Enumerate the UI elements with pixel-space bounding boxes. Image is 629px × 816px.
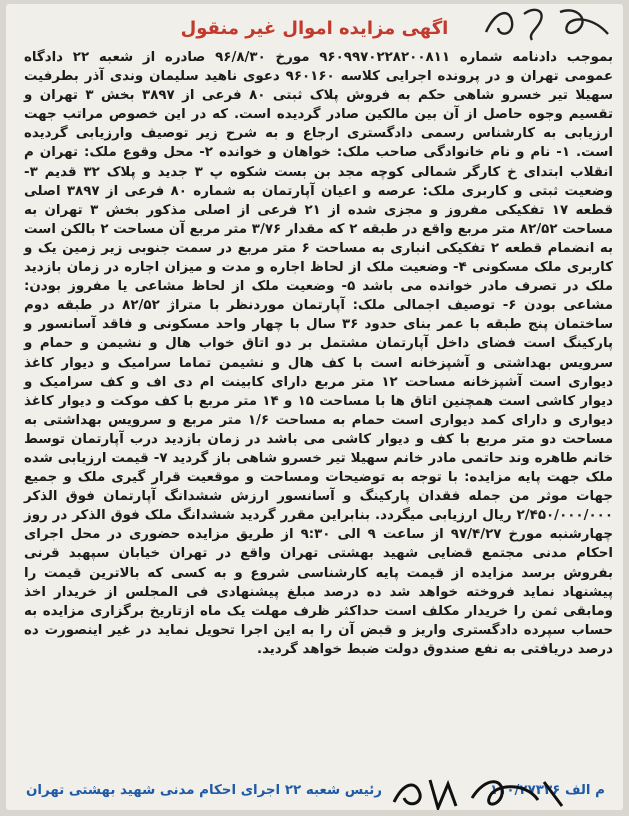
notice-paragraph: بموجب دادنامه شماره ۹۶۰۹۹۷۰۲۲۸۲۰۰۸۱۱ مورخ ۹۶/۸/۳۰ صادره از شعبه ۲۲ دادگاه عمومی تهران و در پرونده اجرایی کلاسه ۹۶۰۱۶۰ دعوی ناهید سلیمان وندی آذر بطرفیت سهیلا تیر خسرو شاهی حکم به فروش پلاک ثبتی ۸۰ فرعی از ۳۸۹۷ بخش ۳ تهران و تقسیم وجوه حاصل از آن بین مالکین صادر گردیده است. که در این خصوص مراتب جهت ارزیابی به کارشناس رسمی دادگستری ارجاع و به شرح زیر توصیف وارزیابی گردیده است. ۱- نام و نام خانوادگی صاحب ملک: خواهان و خوانده ۲- محل وقوع ملک: تهران م انقلاب ابتدای خ کارگر شمالی کوچه مجد بن بست شکوه پ ۳ جدید و پلاک ۳۲ قدیم ۳- وضعیت ثبتی و کاربری ملک: عرصه و اعیان آپارتمان به شماره ۸۰ فرعی از ۳۸۹۷ اصلی قطعه ۱۷ تفکیکی مفروز و مجزی شده از ۲۱ فرعی از اصلی مذکور بخش ۳ تهران به مساحت ۸۲/۵۲ متر مربع واقع در طبقه ۲ که مقدار ۳/۷۶ متر مربع آن مساحت ۲ بالکن است به انضمام قطعه ۲ تفکیکی انباری به مساحت ۶ متر مربع در سمت جنوبی زیر زمین یک و کاربری ملک مسکونی ۴- وضعیت ملک از لحاظ اجاره و مدت و میزان اجاره در زمان بازدید ملک در تصرف مادر خوانده می باشد ۵- وضعیت ملک از لحاظ مشاعی یا مفروز بودن: مشاعی بودن ۶- توصیف اجمالی ملک: آپارتمان موردنظر با متراژ ۸۲/۵۲ در طبقه دوم ساختمان پنج طبقه با عمر بنای حدود ۳۶ سال با چهار واحد مسکونی و فاقد آسانسور و پارکینگ است فضای داخل آپارتمان مشتمل بر دو اتاق خواب هال و نشیمن و حمام و سرویس بهداشتی و آشپزخانه است با کف هال و نشیمن تماما سرامیک و دیوار کاغذ دیواری است آشپزخانه مساحت ۱۲ متر مربع دارای کابینت ام دی اف و کف سرامیک و دیوار کاشی است همچنین اتاق ها با مساحت ۱۵ و ۱۴ متر مربع با کف موکت و دیوار کاغذ دیواری و دارای کمد دیواری است حمام به مساحت ۱/۶ متر مربع و سرویس بهداشتی به مساحت دو متر مربع با کف و دیوار کاشی می باشد در زمان بازدید درب آپارتمان توسط خانم طاهره وند حاتمی مادر خانم سهیلا تیر خسرو شاهی باز گردید ۷- قیمت ارزیابی شده ملک جهت پایه مزایده: با توجه به توضیحات ومساحت و موقعیت قرار گیری ملک و جمیع جهات موثر من جمله فقدان پارکینگ و آسانسور ارزش ششدانگ آپارتمان فوق الذکر ۲/۴۵۰/۰۰۰/۰۰۰ ریال ارزیابی میگردد. بنابراین مقرر گردید ششدانگ ملک فوق الذکر در روز چهارشنبه مورخ ۹۷/۴/۲۷ از ساعت ۹ الی ۹:۳۰ از طریق مزایده حضوری در محل اجرای احکام مدنی مجتمع قضایی شهید بهشتی تهران واقع در تهران خیابان سپهبد قرنی بفروش برسد مزایده از قیمت پایه کارشناسی شروع و به کسی که بالاترین قیمت را پیشنهاد نماید فروخته خواهد شد ده درصد مبلغ پیشنهادی فی المجلس از خریدار اخذ ومابقی ثمن را خریدار مکلف است حداکثر ظرف مهلت یک ماه ازتاریخ برگزاری مزایده به حساب سپرده دادگستری واریز و قبض آن را به این اجرا تحویل نماید در غیر اینصورت ده درصد دریافتی به نفع صندوق دولت ضبط خواهد گردید. — [24, 50, 614, 657]
newspaper-clipping — [6, 4, 623, 810]
notice-title: اگهی مزایده اموال غیر منقول — [180, 18, 449, 39]
signature-line: رئیس شعبه ۲۲ اجرای احکام مدنی شهید بهشتی تهران — [26, 782, 382, 798]
notice-body — [24, 48, 613, 659]
handwritten-marks-bottom — [386, 772, 576, 810]
reference-number: م الف ۱۱۰/۲۷۳۳۶ — [490, 782, 605, 798]
